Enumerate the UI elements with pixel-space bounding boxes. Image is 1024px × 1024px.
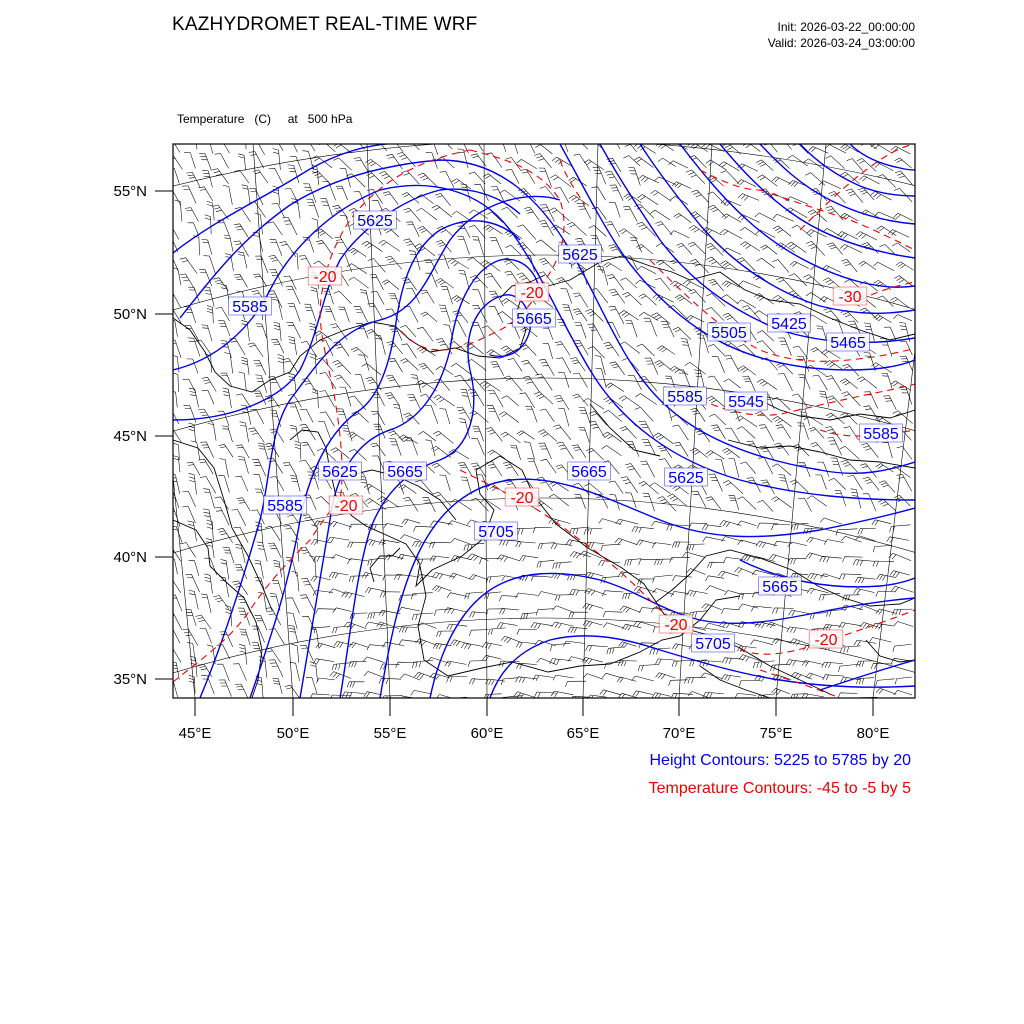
temperature-label (308, 267, 342, 286)
temperature-contour-info: Temperature Contours: -45 to -5 by 5 (648, 780, 911, 797)
temperature-label-text: -20 (520, 285, 544, 302)
height-label-text: 5625 (668, 470, 704, 487)
temperature-label-text: -20 (510, 490, 534, 507)
height-label (229, 297, 272, 316)
valid-time: Valid: 2026-03-24_03:00:00 (767, 36, 915, 50)
lat-label-40: 40°N (113, 549, 147, 566)
temperature-label (329, 496, 363, 515)
lon-label-50: 50°E (276, 725, 310, 742)
height-label (664, 387, 707, 406)
height-label-text: 5585 (863, 426, 899, 443)
temperature-label (833, 287, 867, 306)
height-label (568, 462, 611, 481)
temperature-label-text: -20 (313, 269, 337, 286)
lon-label-45: 45°E (178, 725, 212, 742)
height-label-text: 5705 (478, 524, 514, 541)
temperature-label (659, 615, 693, 634)
temperature-label-text: -20 (664, 617, 688, 634)
temperature-label (505, 488, 539, 507)
height-label-text: 5585 (267, 498, 303, 515)
height-label (827, 333, 870, 352)
lat-label-45: 45°N (113, 428, 147, 445)
temperature-label-text: -20 (814, 632, 838, 649)
field-temperature: Temperature (C) at 500 hPa (177, 112, 353, 126)
height-label-text: 5625 (357, 213, 393, 230)
height-label (692, 634, 735, 653)
height-label (384, 462, 427, 481)
height-label (759, 577, 802, 596)
height-label-text: 5465 (830, 335, 866, 352)
lon-label-65: 65°E (566, 725, 600, 742)
lon-label-80: 80°E (856, 725, 890, 742)
height-label-text: 5705 (695, 636, 731, 653)
lon-label-55: 55°E (373, 725, 407, 742)
lat-label-50: 50°N (113, 306, 147, 323)
lon-label-70: 70°E (662, 725, 696, 742)
height-label (513, 309, 556, 328)
lat-label-35: 35°N (113, 671, 147, 688)
height-label-text: 5505 (711, 325, 747, 342)
height-label-text: 5545 (728, 394, 764, 411)
lon-label-60: 60°E (470, 725, 504, 742)
height-label (665, 468, 708, 487)
init-time: Init: 2026-03-22_00:00:00 (777, 20, 915, 34)
height-label (860, 424, 903, 443)
height-label (475, 522, 518, 541)
height-label (559, 245, 602, 264)
lon-label-75: 75°E (759, 725, 793, 742)
temperature-label-text: -20 (334, 498, 358, 515)
height-label-text: 5665 (516, 311, 552, 328)
height-label-text: 5425 (771, 316, 807, 333)
height-label-text: 5585 (667, 389, 703, 406)
height-label-text: 5585 (232, 299, 268, 316)
height-label-text: 5625 (322, 464, 358, 481)
height-label-text: 5665 (762, 579, 798, 596)
wind-barb (823, 698, 844, 704)
height-label (708, 323, 751, 342)
wind-barb (467, 698, 487, 704)
height-label (725, 392, 768, 411)
height-label (264, 496, 307, 515)
height-contour-info: Height Contours: 5225 to 5785 by 20 (649, 752, 911, 769)
height-label (319, 462, 362, 481)
temperature-label (515, 283, 549, 302)
height-label-text: 5665 (387, 464, 423, 481)
map-title: KAZHYDROMET REAL-TIME WRF (172, 14, 478, 35)
height-label-text: 5665 (571, 464, 607, 481)
wind-barb (726, 699, 743, 706)
temperature-label-text: -30 (838, 289, 862, 306)
height-label-text: 5625 (562, 247, 598, 264)
height-label (768, 314, 811, 333)
height-label (354, 211, 397, 230)
lat-label-55: 55°N (113, 183, 147, 200)
temperature-label (809, 630, 843, 649)
